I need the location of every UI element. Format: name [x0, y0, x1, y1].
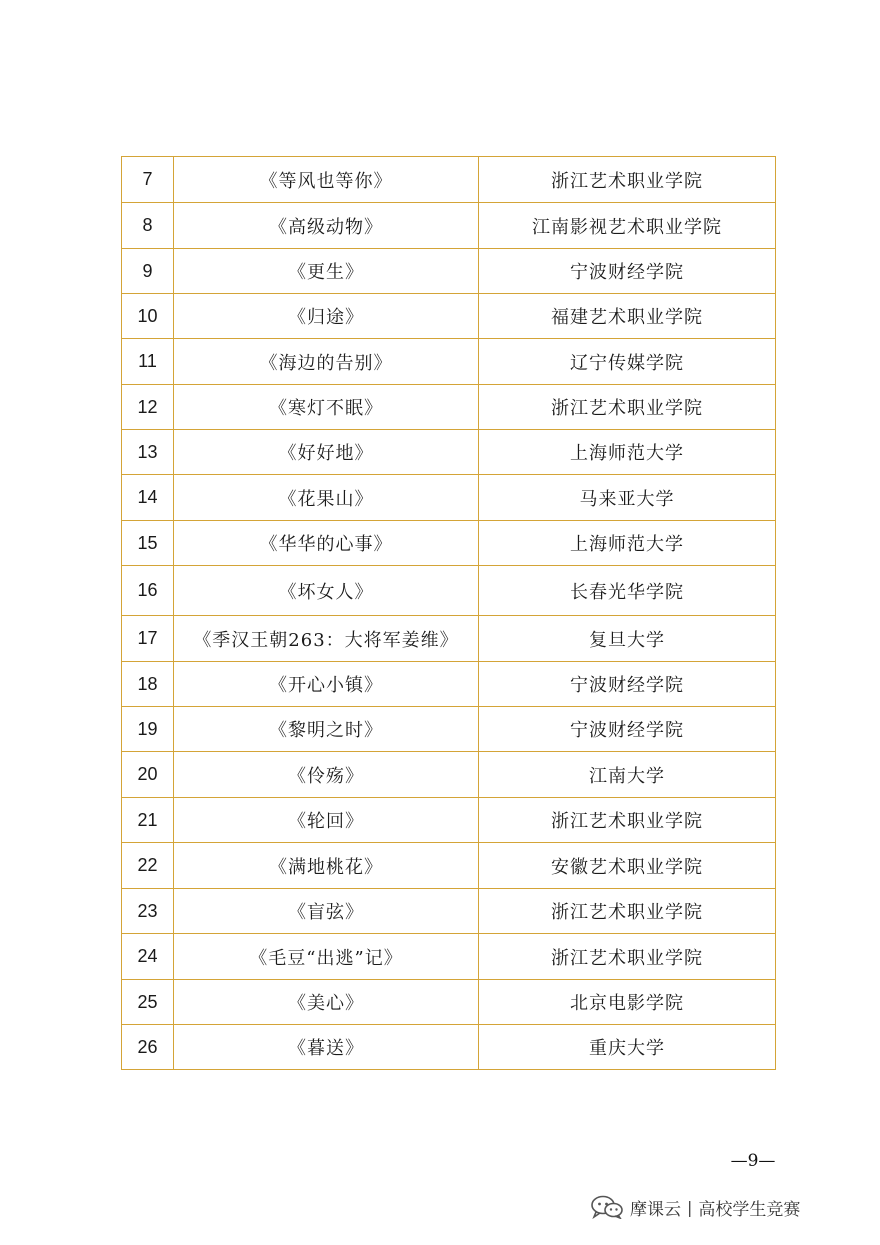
school-name: 福建艺术职业学院 — [479, 294, 776, 339]
school-name: 上海师范大学 — [479, 521, 776, 566]
school-name: 复旦大学 — [479, 616, 776, 662]
work-title: 《季汉王朝263：大将军姜维》 — [174, 616, 479, 662]
page-number: —9— — [730, 1151, 776, 1171]
school-name: 浙江艺术职业学院 — [479, 889, 776, 934]
work-title: 《暮送》 — [174, 1025, 479, 1070]
table-row — [122, 798, 776, 843]
row-number: 24 — [122, 934, 174, 980]
work-title: 《开心小镇》 — [174, 662, 479, 707]
row-number: 26 — [122, 1025, 174, 1070]
table-row — [122, 339, 776, 385]
row-number: 12 — [122, 385, 174, 430]
school-name: 宁波财经学院 — [479, 662, 776, 707]
school-name: 北京电影学院 — [479, 980, 776, 1025]
row-number: 13 — [122, 430, 174, 475]
work-title: 《海边的告别》 — [174, 339, 479, 385]
work-title: 《美心》 — [174, 980, 479, 1025]
wechat-watermark — [590, 1193, 800, 1221]
row-number: 8 — [122, 203, 174, 249]
table-row — [122, 752, 776, 798]
school-name: 长春光华学院 — [479, 566, 776, 616]
row-number: 14 — [122, 475, 174, 521]
table-row — [122, 934, 776, 980]
row-number: 16 — [122, 566, 174, 616]
watermark-separator: | — [687, 1197, 693, 1217]
table-row — [122, 980, 776, 1025]
school-name: 浙江艺术职业学院 — [479, 798, 776, 843]
work-title: 《黎明之时》 — [174, 707, 479, 752]
table-row — [122, 566, 776, 616]
row-number: 9 — [122, 249, 174, 294]
row-number: 20 — [122, 752, 174, 798]
school-name: 上海师范大学 — [479, 430, 776, 475]
school-name: 辽宁传媒学院 — [479, 339, 776, 385]
row-number: 25 — [122, 980, 174, 1025]
table-row — [122, 294, 776, 339]
table-row — [122, 249, 776, 294]
work-title: 《满地桃花》 — [174, 843, 479, 889]
row-number: 10 — [122, 294, 174, 339]
row-number: 7 — [122, 157, 174, 203]
table-row — [122, 430, 776, 475]
table-row — [122, 521, 776, 566]
work-title: 《伶殇》 — [174, 752, 479, 798]
row-number: 18 — [122, 662, 174, 707]
row-number: 11 — [122, 339, 174, 385]
table-row — [122, 662, 776, 707]
work-title: 《盲弦》 — [174, 889, 479, 934]
school-name: 重庆大学 — [479, 1025, 776, 1070]
table-row — [122, 889, 776, 934]
school-name: 宁波财经学院 — [479, 249, 776, 294]
table-row — [122, 707, 776, 752]
watermark-account: 摩课云 — [630, 1199, 681, 1220]
table-body — [122, 157, 776, 1070]
school-name: 江南大学 — [479, 752, 776, 798]
row-number: 15 — [122, 521, 174, 566]
work-title: 《寒灯不眠》 — [174, 385, 479, 430]
work-title: 《坏女人》 — [174, 566, 479, 616]
row-number: 22 — [122, 843, 174, 889]
school-name: 安徽艺术职业学院 — [479, 843, 776, 889]
school-name: 浙江艺术职业学院 — [479, 157, 776, 203]
work-title: 《归途》 — [174, 294, 479, 339]
award-list-table — [121, 156, 776, 1070]
table-row — [122, 157, 776, 203]
work-title: 《花果山》 — [174, 475, 479, 521]
school-name: 浙江艺术职业学院 — [479, 934, 776, 980]
school-name: 浙江艺术职业学院 — [479, 385, 776, 430]
work-title: 《毛豆“出逃”记》 — [174, 934, 479, 980]
row-number: 17 — [122, 616, 174, 662]
table-row — [122, 475, 776, 521]
work-title: 《轮回》 — [174, 798, 479, 843]
school-name: 马来亚大学 — [479, 475, 776, 521]
row-number: 21 — [122, 798, 174, 843]
work-title: 《高级动物》 — [174, 203, 479, 249]
table-row — [122, 616, 776, 662]
work-title: 《华华的心事》 — [174, 521, 479, 566]
school-name: 宁波财经学院 — [479, 707, 776, 752]
table-row — [122, 843, 776, 889]
work-title: 《更生》 — [174, 249, 479, 294]
table-row — [122, 385, 776, 430]
row-number: 23 — [122, 889, 174, 934]
table-row — [122, 1025, 776, 1070]
watermark-subtitle: 高校学生竞赛 — [698, 1199, 801, 1220]
work-title: 《等风也等你》 — [174, 157, 479, 203]
wechat-icon — [590, 1195, 624, 1219]
school-name: 江南影视艺术职业学院 — [479, 203, 776, 249]
row-number: 19 — [122, 707, 174, 752]
work-title: 《好好地》 — [174, 430, 479, 475]
table-row — [122, 203, 776, 249]
